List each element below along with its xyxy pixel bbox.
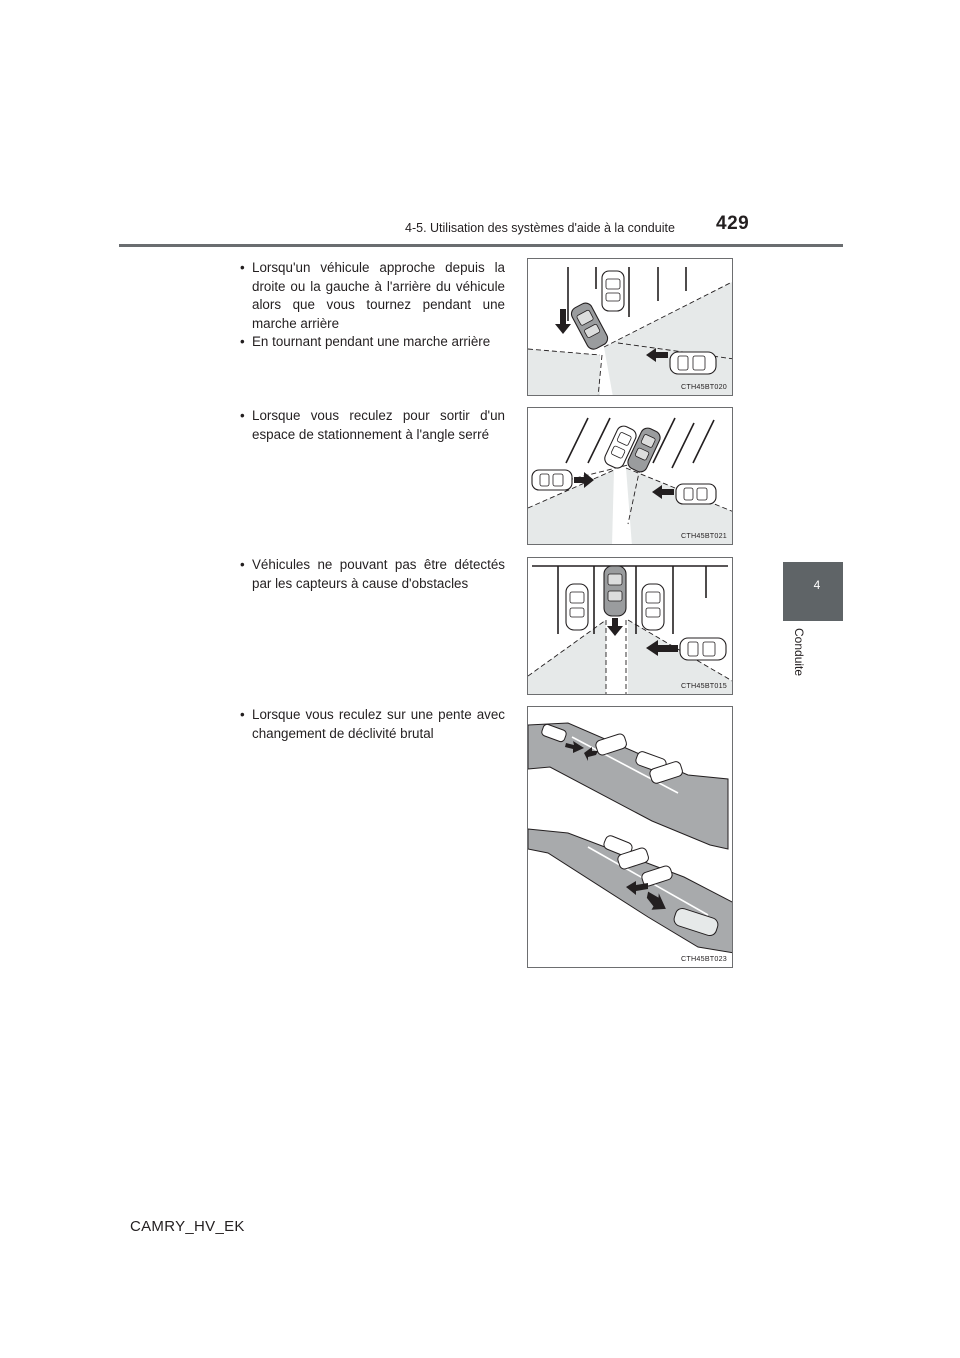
- figure-code: CTH45BT020: [681, 382, 727, 391]
- bullet-item: • En tournant pendant une marche arrière: [240, 333, 505, 352]
- bullet-item: • Lorsqu'un véhicule approche depuis la droite ou la gauche à l'arrière du véhicule alors que vous tournez pendant une marche arrière: [240, 259, 505, 333]
- figure-slope: [527, 706, 733, 968]
- figure-obstacles: [527, 557, 733, 695]
- figure-code: CTH45BT021: [681, 531, 727, 540]
- bullet-group-3: [240, 556, 505, 593]
- bullet-item: • Lorsque vous reculez pour sortir d'un espace de stationnement à l'angle serré: [240, 407, 505, 444]
- bullet-item: • Lorsque vous reculez sur une pente avec changement de déclivité brutal: [240, 706, 505, 743]
- bullet-group-1: [240, 259, 505, 352]
- footer-model-code: CAMRY_HV_EK: [130, 1218, 245, 1235]
- chapter-label: Conduite: [792, 628, 806, 677]
- page-number: 429: [716, 213, 750, 234]
- chapter-number: 4: [813, 578, 821, 592]
- header-divider: [119, 244, 843, 247]
- figure-angled-parking: [527, 407, 733, 545]
- section-title: 4-5. Utilisation des systèmes d'aide à la conduite: [405, 221, 675, 235]
- figure-reverse-turning: [527, 258, 733, 396]
- bullet-group-2: [240, 407, 505, 444]
- figure-code: CTH45BT023: [681, 954, 727, 963]
- bullet-item: • Véhicules ne pouvant pas être détectés par les capteurs à cause d'obstacles: [240, 556, 505, 593]
- bullet-group-4: [240, 706, 505, 743]
- figure-code: CTH45BT015: [681, 681, 727, 690]
- chapter-tab: [783, 562, 843, 621]
